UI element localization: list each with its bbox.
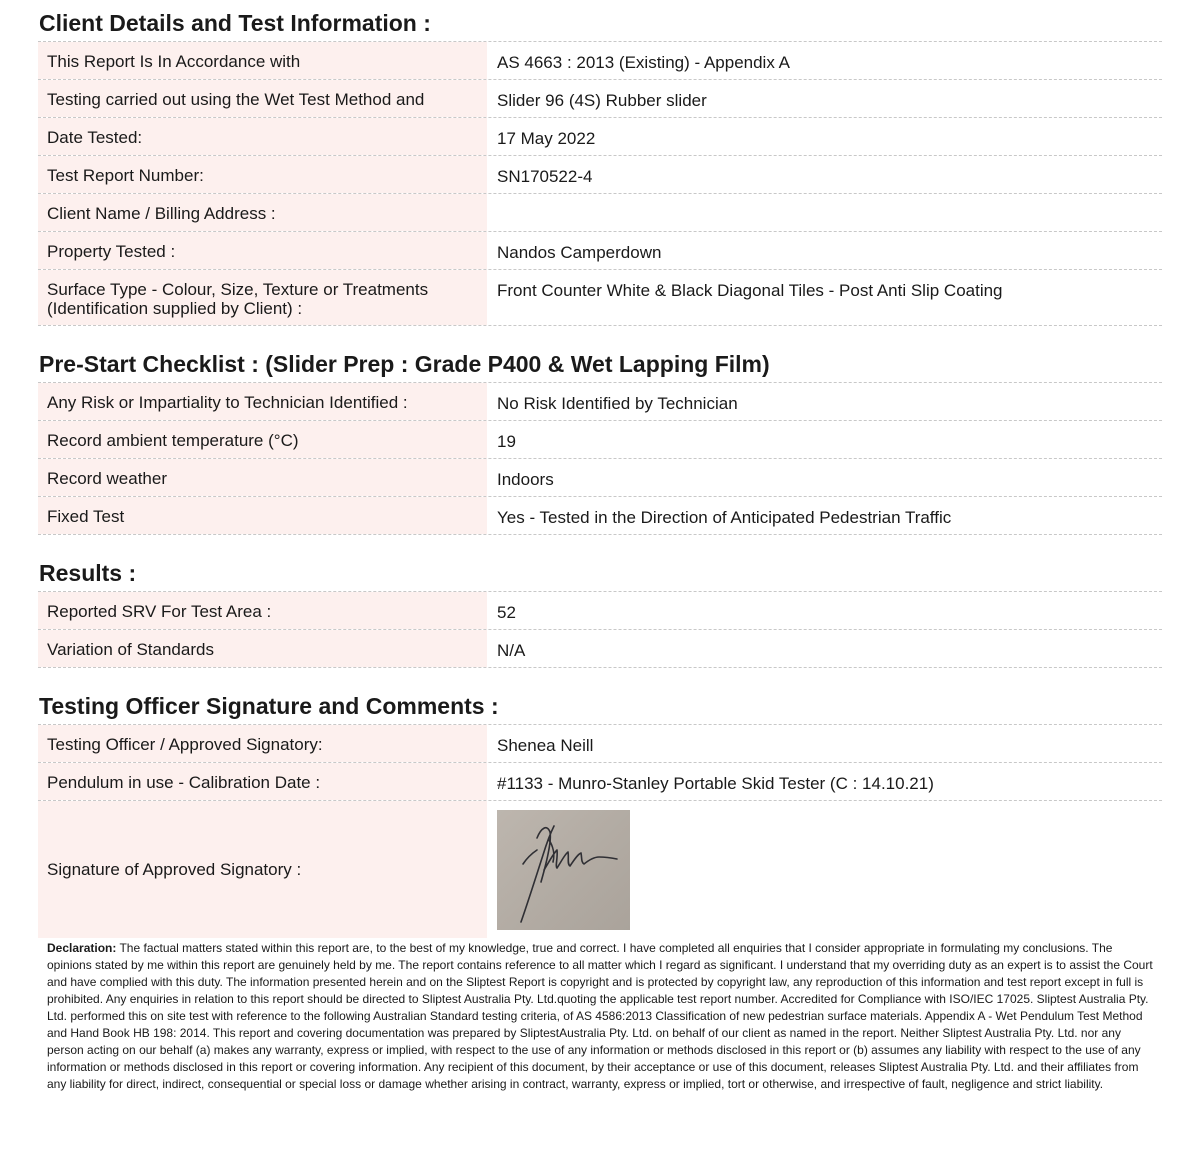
row-value: SN170522-4 xyxy=(497,167,593,186)
table-row xyxy=(38,156,1162,194)
table-row xyxy=(38,232,1162,270)
signature-image xyxy=(497,810,630,930)
table-row xyxy=(38,725,1162,763)
row-value: 19 xyxy=(497,432,516,451)
row-label: Client Name / Billing Address : xyxy=(38,194,487,231)
row-value: Slider 96 (4S) Rubber slider xyxy=(497,91,707,110)
row-label: Fixed Test xyxy=(38,497,487,534)
results-title: Results : xyxy=(38,550,1162,592)
table-row xyxy=(38,592,1162,630)
client-details-title: Client Details and Test Information : xyxy=(38,0,1162,42)
testing-officer-title: Testing Officer Signature and Comments : xyxy=(38,683,1162,725)
row-label: Reported SRV For Test Area : xyxy=(38,592,487,629)
declaration-text xyxy=(38,938,1162,1093)
row-label: Date Tested: xyxy=(38,118,487,155)
row-value: Indoors xyxy=(497,470,554,489)
table-row xyxy=(38,763,1162,801)
row-label: Test Report Number: xyxy=(38,156,487,193)
row-label: Any Risk or Impartiality to Technician Identified : xyxy=(38,383,487,420)
table-row xyxy=(38,42,1162,80)
table-row xyxy=(38,194,1162,232)
table-row xyxy=(38,421,1162,459)
row-label: Record ambient temperature (°C) xyxy=(38,421,487,458)
table-row xyxy=(38,80,1162,118)
row-label: Testing carried out using the Wet Test Method and xyxy=(38,80,487,117)
row-value: No Risk Identified by Technician xyxy=(497,394,738,413)
prestart-checklist-title: Pre-Start Checklist : (Slider Prep : Grade P400 & Wet Lapping Film) xyxy=(38,341,1162,383)
table-row xyxy=(38,497,1162,535)
table-row xyxy=(38,383,1162,421)
row-value xyxy=(487,194,1162,231)
row-value: #1133 - Munro-Stanley Portable Skid Tester (C : 14.10.21) xyxy=(497,774,934,793)
client-details-table xyxy=(38,42,1162,326)
declaration-heading: Declaration: xyxy=(47,941,117,955)
table-row xyxy=(38,118,1162,156)
row-label: Record weather xyxy=(38,459,487,496)
results-table xyxy=(38,592,1162,668)
row-label: This Report Is In Accordance with xyxy=(38,42,487,79)
table-row xyxy=(38,630,1162,668)
declaration-body: The factual matters stated within this report are, to the best of my knowledge, true and correct. I have completed all enquiries that I consider appropriate in formulating my conclusions. The opinions stated by me within this report are genuinely held by me. The report contains reference to all matter which I regard as significant. I understand that my overriding duty as an expert is to assist the Court and have complied with this duty. The information presented herein and on the Sliptest Report is copyright and is protected by copyright law, any reproduction of this information and test report except in full is prohibited. Any enquiries in relation to this report should be directed to Sliptest Australia Pty. Ltd.quoting the applicable test report number. Accredited for Compliance with ISO/IEC 17025. Sliptest Australia Pty. Ltd. performed this on site test with reference to the following Australian Standard testing criteria, of AS 4586:2013 Classification of new pedestrian surface materials. Appendix A - Wet Pendulum Test Method and Hand Book HB 198: 2014. This report and covering documentation was prepared by SliptestAustralia Pty. Ltd. on behalf of our client as named in the report. Neither Sliptest Australia Pty. Ltd. nor any person acting on our behalf (a) makes any warranty, express or implied, with respect to the use of any information or methods disclosed in this report or (b) assumes any liability with respect to the use of any information or methods disclosed in this report or covering information. Any recipient of this document, by their acceptance or use of this document, releases Sliptest Australia Pty. Ltd. and their affiliates from any liability for direct, indirect, consequential or special loss or damage whether arising in contract, warranty, express or implied, tort or otherwise, and irrespective of fault, negligence and strict liability. xyxy=(47,941,1153,1091)
row-label: Pendulum in use - Calibration Date : xyxy=(38,763,487,800)
table-row xyxy=(38,270,1162,326)
row-value: N/A xyxy=(497,641,526,660)
row-value: AS 4663 : 2013 (Existing) - Appendix A xyxy=(497,53,790,72)
row-value: 17 May 2022 xyxy=(497,129,596,148)
row-label: Surface Type - Colour, Size, Texture or Treatments (Identification supplied by Client) : xyxy=(38,270,487,325)
signature-label: Signature of Approved Signatory : xyxy=(38,801,487,938)
row-value: Nandos Camperdown xyxy=(497,243,662,262)
row-value: Yes - Tested in the Direction of Anticipated Pedestrian Traffic xyxy=(497,508,952,527)
signature-row xyxy=(38,801,1162,938)
testing-officer-table xyxy=(38,725,1162,938)
row-label: Testing Officer / Approved Signatory: xyxy=(38,725,487,762)
row-value: Front Counter White & Black Diagonal Tiles - Post Anti Slip Coating xyxy=(497,281,1003,300)
prestart-checklist-table xyxy=(38,383,1162,535)
row-value: Shenea Neill xyxy=(497,736,594,755)
test-report xyxy=(38,0,1162,1093)
row-label: Property Tested : xyxy=(38,232,487,269)
table-row xyxy=(38,459,1162,497)
srv-value: 52 xyxy=(497,603,516,622)
row-label: Variation of Standards xyxy=(38,630,487,667)
